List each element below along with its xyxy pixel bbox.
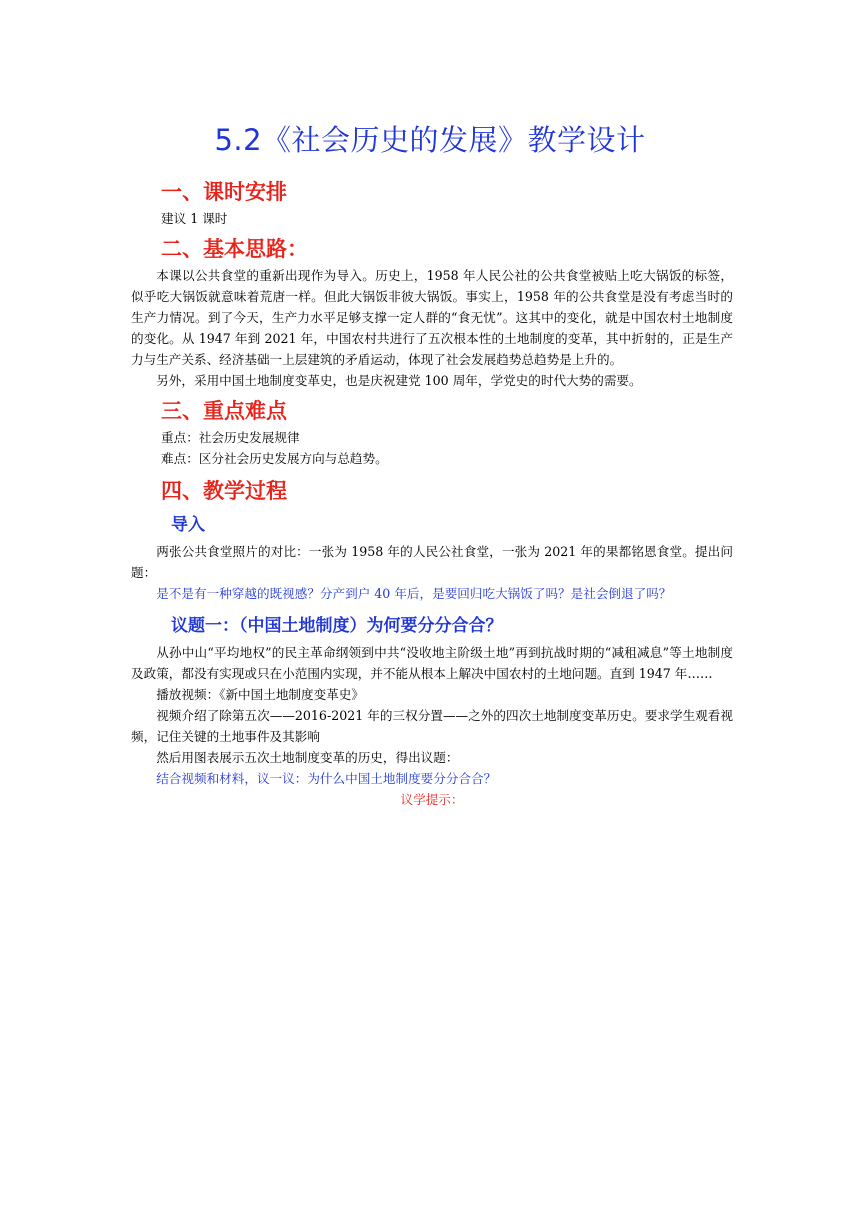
- document-body: [131, 176, 733, 810]
- intro-heading: 导入: [171, 515, 205, 535]
- topic1-paragraph-4: 然后用图表展示五次土地制度变革的历史，得出议题：: [156, 750, 459, 765]
- topic1-question: 结合视频和材料，议一议：为什么中国土地制度要分分合合？: [156, 771, 497, 786]
- document-title: 5.2《社会历史的发展》教学设计: [214, 123, 646, 157]
- topic1-paragraph-3: 视频介绍了除第五次——2016-2021 年的三权分置——之外的四次土地制度变革历史。要求学生观看视频，记住关键的土地事件及其影响: [131, 708, 733, 744]
- topic1-paragraph-2: 播放视频：《新中国土地制度变革史》: [156, 687, 364, 702]
- topic1-hint-label: 议学提示：: [400, 792, 464, 807]
- difficulty-text: 难点：区分社会历史发展方向与总趋势。: [161, 451, 388, 466]
- section-heading-key-points: 三、重点难点: [161, 399, 287, 423]
- section-heading-schedule: 一、课时安排: [161, 180, 287, 204]
- intro-paragraph: 两张公共食堂照片的对比：一张为 1958 年的人民公社食堂，一张为 2021 年的果都铭恩食堂。提出问题：: [131, 544, 733, 580]
- section-heading-approach: 二、基本思路：: [161, 237, 308, 261]
- topic1-paragraph-1: 从孙中山“平均地权”的民主革命纲领到中共“没收地主阶级土地”再到抗战时期的“减租减息”等土地制度及政策，都没有实现或只在小范围内实现，并不能从根本上解决中国农村的土地问题。直到 1947 年……: [131, 645, 733, 681]
- topic1-heading: 议题一：（中国土地制度）为何要分分合合？: [171, 616, 503, 636]
- approach-paragraph-1: 本课以公共食堂的重新出现作为导入。历史上，1958 年人民公社的公共食堂被贴上吃大锅饭的标签，似乎吃大锅饭就意味着荒唐一样。但此大锅饭非彼大锅饭。事实上，1958 年的公共食堂是没有考虑当时的生产力情况。到了今天，生产力水平足够支撑一定人群的“食无忧”。这其中的变化，就是中国农村土地制度的变化。从 1947 年到 2021 年，中国农村共进行了五次根本性的土地制度的变革，其中折射的，正是生产力与生产关系、经济基础一上层建筑的矛盾运动，体现了社会发展趋势总趋势是上升的。: [131, 268, 733, 367]
- key-point-text: 重点：社会历史发展规律: [161, 430, 300, 445]
- section-heading-process: 四、教学过程: [161, 479, 287, 503]
- schedule-text: 建议 1 课时: [161, 211, 228, 226]
- approach-paragraph-2: 另外，采用中国土地制度变革史，也是庆祝建党 100 周年，学党史的时代大势的需要。: [156, 373, 642, 388]
- intro-question: 是不是有一种穿越的既视感？分产到户 40 年后，是要回归吃大锅饭了吗？是社会倒退了吗？: [156, 586, 672, 601]
